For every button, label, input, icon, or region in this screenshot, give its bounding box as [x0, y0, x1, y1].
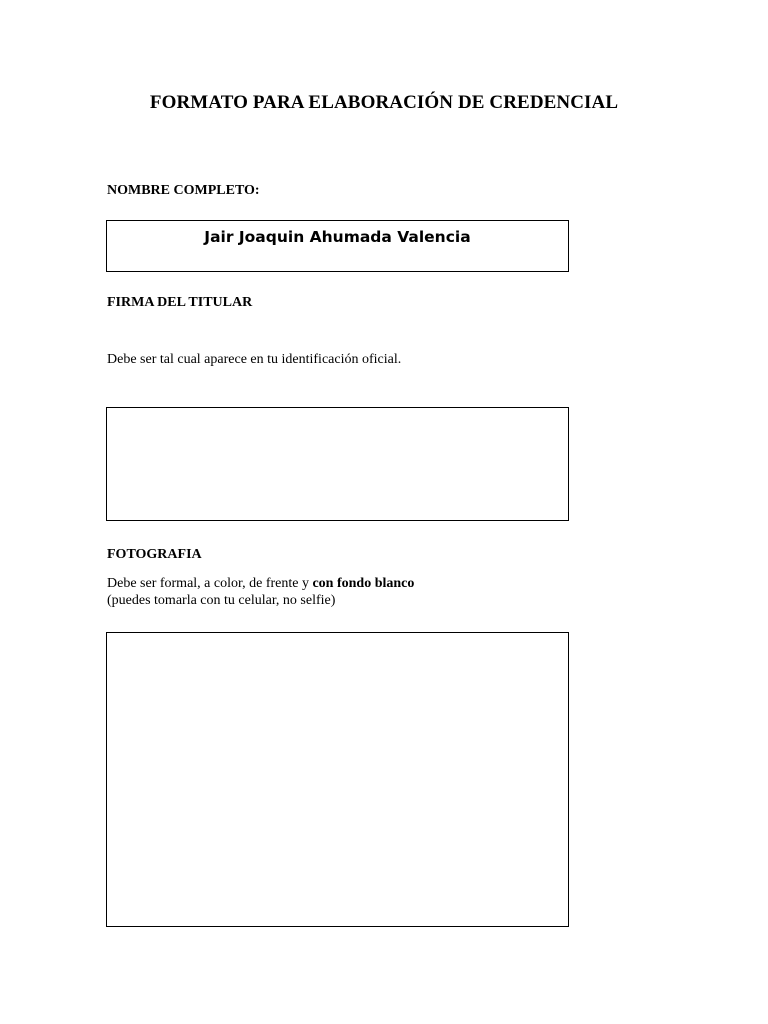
- document-title: FORMATO PARA ELABORACIÓN DE CREDENCIAL: [149, 92, 619, 113]
- firma-box[interactable]: [106, 407, 569, 521]
- firma-instruction: Debe ser tal cual aparece en tu identificación oficial.: [107, 352, 402, 367]
- fotografia-instruction-text: Debe ser formal, a color, de frente y: [107, 576, 313, 591]
- fotografia-instruction-emphasis: con fondo blanco: [312, 576, 415, 591]
- fotografia-box[interactable]: [106, 632, 569, 927]
- firma-titular-label: FIRMA DEL TITULAR: [107, 295, 253, 310]
- nombre-completo-value: Jair Joaquin Ahumada Valencia: [204, 228, 471, 246]
- fotografia-instruction-line2: (puedes tomarla con tu celular, no selfie): [107, 593, 336, 608]
- fotografia-instruction: [107, 575, 414, 609]
- nombre-completo-field[interactable]: [106, 220, 569, 272]
- fotografia-label: FOTOGRAFIA: [107, 547, 202, 562]
- nombre-completo-label: NOMBRE COMPLETO:: [107, 183, 260, 198]
